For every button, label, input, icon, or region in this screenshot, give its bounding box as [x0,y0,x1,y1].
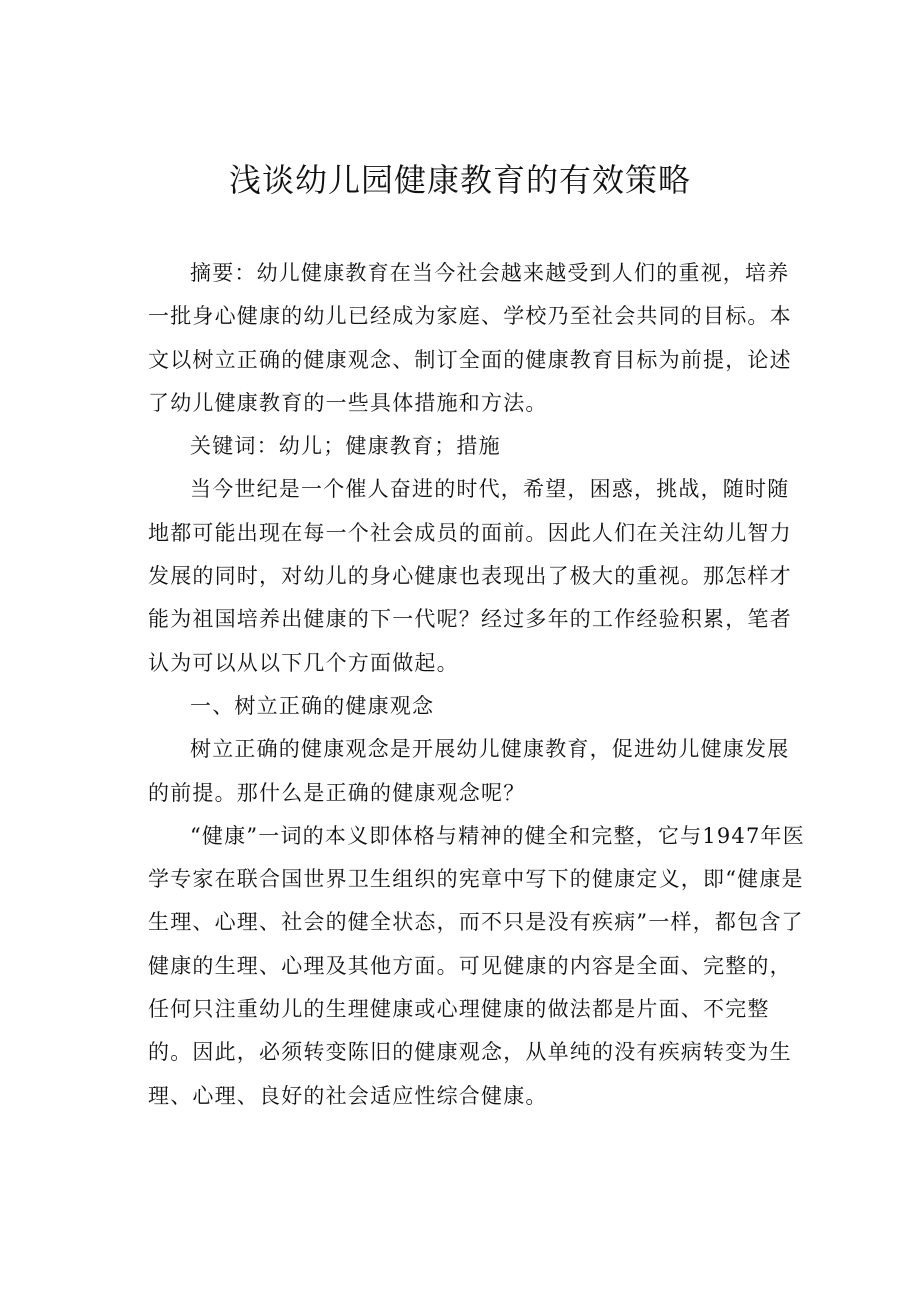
document-title: 浅谈幼儿园健康教育的有效策略 [228,161,691,199]
keywords-paragraph: 关键词：幼儿；健康教育；措施 [190,434,501,459]
section-paragraph: 树立正确的健康观念是开展幼儿健康教育，促进幼儿健康发展的前提。那什么是正确的健康观念呢？ [148,737,790,805]
abstract-paragraph: 摘要：幼儿健康教育在当今社会越来越受到人们的重视，培养一批身心健康的幼儿已经成为家庭、学校乃至社会共同的目标。本文以树立正确的健康观念、制订全面的健康教育目标为前提，论述了幼儿健康教育的一些具体措施和方法。 [148,261,792,415]
document-body [148,252,808,1118]
intro-paragraph: 当今世纪是一个催人奋进的时代，希望，困惑，挑战，随时随地都可能出现在每一个社会成员的面前。因此人们在关注幼儿智力发展的同时，对幼儿的身心健康也表现出了极大的重视。那怎样才能为祖国培养出健康的下一代呢？经过多年的工作经验积累，笔者认为可以从以下几个方面做起。 [148,477,792,675]
section-heading: 一、树立正确的健康观念 [190,693,435,718]
section-paragraph: “健康”一词的本义即体格与精神的健全和完整，它与1947年医学专家在联合国世界卫生组织的宪章中写下的健康定义，即“健康是生理、心理、社会的健全状态，而不只是没有疾病”一样，都包含了健康的生理、心理及其他方面。可见健康的内容是全面、完整的，任何只注重幼儿的生理健康或心理健康的做法都是片面、不完整的。因此，必须转变陈旧的健康观念，从单纯的没有疾病转变为生理、心理、良好的社会适应性综合健康。 [148,823,805,1108]
